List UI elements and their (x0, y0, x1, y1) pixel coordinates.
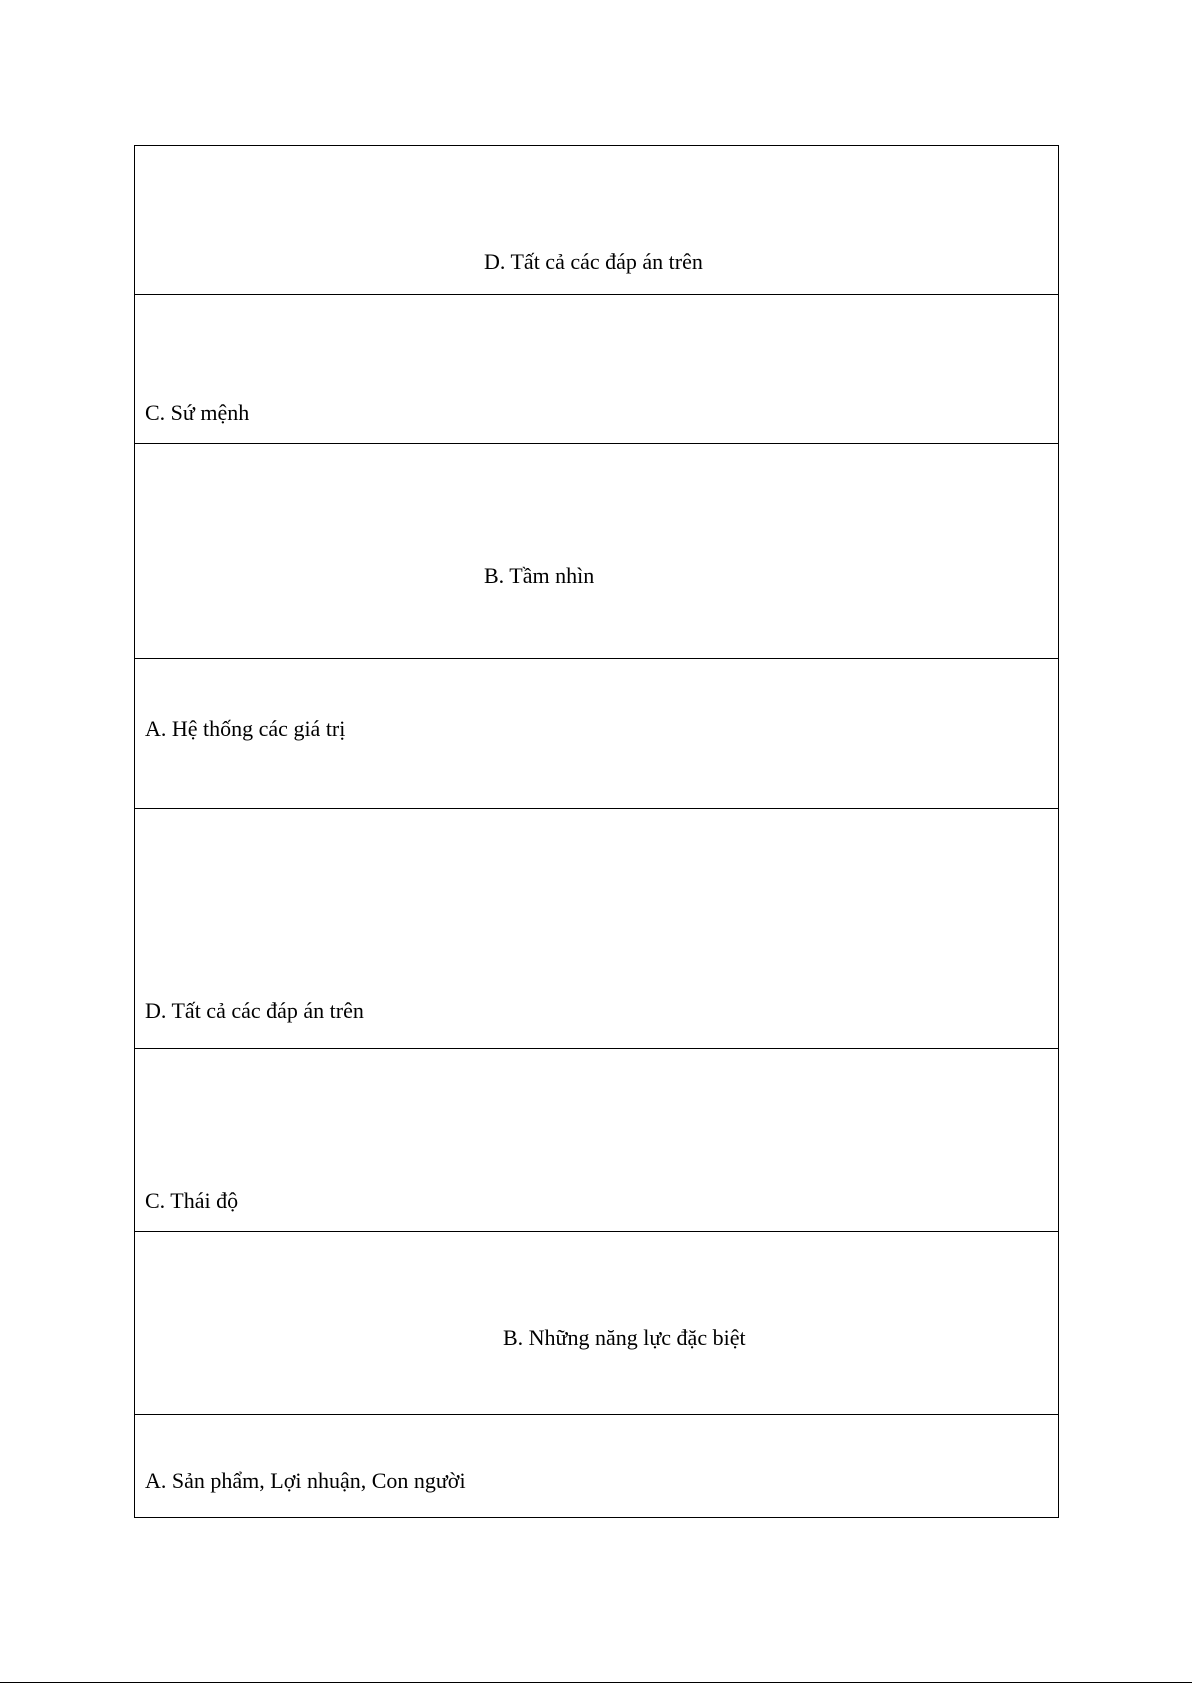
answer-option-text: A. Hệ thống các giá trị (145, 716, 346, 741)
table-row (135, 809, 1059, 1049)
answer-cell (135, 809, 1059, 1049)
answer-option-text: D. Tất cả các đáp án trên (145, 998, 364, 1023)
answer-option-text: A. Sản phẩm, Lợi nhuận, Con người (145, 1468, 466, 1493)
page-bottom-divider (0, 1682, 1192, 1683)
answer-cell (135, 659, 1059, 809)
answer-cell (135, 146, 1059, 295)
answer-option-text: C. Thái độ (145, 1188, 239, 1213)
table-row (135, 295, 1059, 444)
table-row (135, 444, 1059, 659)
answer-cell (135, 295, 1059, 444)
answer-options-table (134, 145, 1059, 1518)
table-row (135, 1415, 1059, 1518)
table-row (135, 1049, 1059, 1232)
answer-option-text: C. Sứ mệnh (145, 400, 250, 425)
answer-option-text: D. Tất cả các đáp án trên (484, 249, 703, 274)
answer-cell (135, 1415, 1059, 1518)
answer-cell (135, 1232, 1059, 1415)
table-row (135, 146, 1059, 295)
table-row (135, 1232, 1059, 1415)
answer-option-text: B. Tầm nhìn (484, 563, 595, 588)
answer-cell (135, 444, 1059, 659)
table-row (135, 659, 1059, 809)
answer-cell (135, 1049, 1059, 1232)
answer-option-text: B. Những năng lực đặc biệt (503, 1325, 746, 1350)
